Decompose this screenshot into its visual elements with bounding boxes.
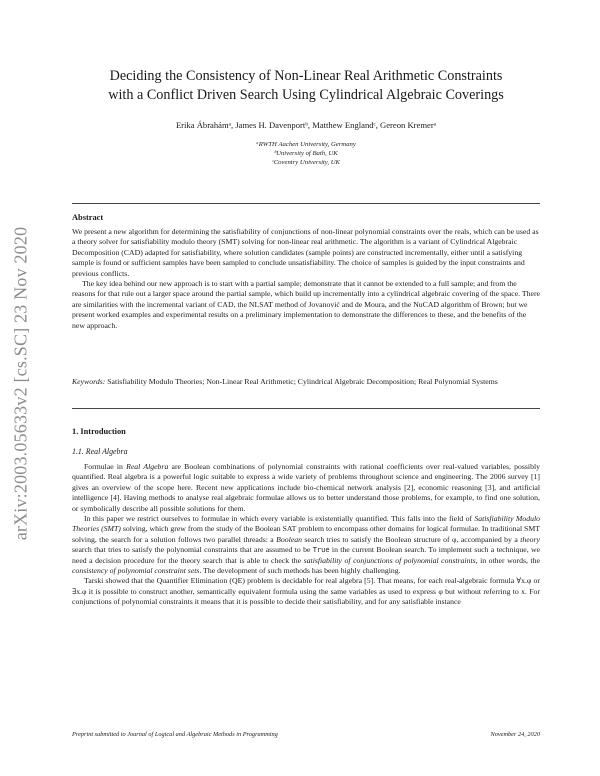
text-run: search tries to satisfy the Boolean structure of φ, accompanied by a xyxy=(302,534,521,544)
abstract-heading: Abstract xyxy=(72,213,104,222)
paper-title xyxy=(72,67,540,105)
emphasis: theory xyxy=(520,534,540,544)
footer-preprint-note: Preprint submitted to Journal of Logical and Algebraic Methods in Programming xyxy=(72,731,278,738)
text-run: Formulae in xyxy=(84,462,127,471)
emphasis: Boolean xyxy=(276,534,302,544)
arxiv-identifier xyxy=(6,168,36,598)
abstract-paragraph-1: We present a new algorithm for determining the satisfiability of conjunctions of non-linear polynomial constraints over the reals, which can be used as a theory solver for satisfiability modulo theory (SMT) solving for non-linear real arithmetic. The algorithm is a variant of Cylindrical Algebraic Decomposition (CAD) adapted for satisfiability, where solution candidates (sample points) are constructed incrementally, either until a satisfying sample is found or sufficient samples have been sampled to conclude unsatisfiability. The choice of samples is guided by the input constraints and previous conflicts. xyxy=(72,227,539,278)
emphasis: consistency of polynomial constraint sets xyxy=(72,566,200,576)
abstract-top-rule xyxy=(72,203,540,204)
section-heading-introduction: 1. Introduction xyxy=(72,427,126,436)
emphasis: Real Algebra xyxy=(126,462,169,471)
title-line-1: Deciding the Consistency of Non-Linear Real Arithmetic Constraints xyxy=(109,68,503,84)
text-run: in the current Boolean search. To implement such a technique, we need a decision procedure for the theory search that is able to check the xyxy=(72,545,540,565)
arxiv-id-text: arXiv:2003.05633v2 [cs.SC] 23 Nov 2020 xyxy=(10,226,31,540)
title-line-2: with a Conflict Driven Search Using Cylindrical Algebraic Coverings xyxy=(108,87,504,103)
text-run: . The development of such methods has been highly challenging. xyxy=(199,566,401,576)
affiliation-coventry: ᶜCoventry University, UK xyxy=(271,159,341,166)
keywords-text: Satisfiability Modulo Theories; Non-Linear Real Arithmetic; Cylindrical Algebraic Decomposition; Real Polynomial Systems xyxy=(107,377,498,386)
affiliation-rwth: ᵃRWTH Aachen University, Germany xyxy=(256,141,356,148)
keywords-label: Keywords: xyxy=(72,377,106,386)
abstract-bottom-rule xyxy=(72,408,540,409)
text-run: are Boolean combinations of polynomial constraints with rational coefficients over real-valued variables, possibly quantified. Real algebra is a powerful logic suitable to express a wide variety of problems throughout science and engineering. The 2006 survey [1] gives an overview of the scope here. Recent new applications include bio-chemical network analysis [2], economic reasoning [3], and artificial intelligence [4]. Having methods to analyse real algebraic formulae allows us to better understand those problems, for example, to find one solution, or symbolically describe all possible solutions for them. xyxy=(72,462,540,513)
body-paragraph-2 xyxy=(72,514,540,576)
author-list: Erika Ábrahámᵃ, James H. Davenportᵇ, Matthew Englandᶜ, Gereon Kremerᵃ xyxy=(175,120,437,130)
text-run: In this paper we restrict ourselves to formulae in which every variable is existentially quantified. This falls into the field of xyxy=(84,514,475,524)
affiliations xyxy=(72,140,540,167)
affiliation-bath: ᵇUniversity of Bath, UK xyxy=(274,150,338,157)
footer-date: November 24, 2020 xyxy=(490,731,540,738)
body-paragraph-1 xyxy=(72,462,540,514)
code-literal: True xyxy=(312,546,330,555)
introduction-body xyxy=(72,462,540,608)
subsection-heading-real-algebra: 1.1. Real Algebra xyxy=(72,447,128,456)
abstract-body xyxy=(72,227,540,331)
text-run: , in other words, the xyxy=(475,555,540,565)
abstract-paragraph-2: The key idea behind our new approach is to start with a partial sample; demonstrate that it cannot be extended to a full sample; and from the reasons for that rule out a larger space around the partial sample, which build up incrementally into a cylindrical algebraic covering of the space. There are similarities with the incremental variant of CAD, the NLSAT method of Jovanović and de Moura, and the NuCAD algorithm of Brown; but we present worked examples and experimental results on a preliminary implementation to demonstrate the differences to these, and the benefits of the new approach. xyxy=(72,279,540,330)
keywords xyxy=(72,377,540,387)
text-run: solving, which grew from the study of the Boolean SAT problem to encompass other domains for logical formulae. In traditional SMT solving, the search for a solution follows two parallel threads: a xyxy=(72,524,540,544)
emphasis: satisfiability of conjunctions of polynomial constraints xyxy=(303,555,476,565)
text-run: search that tries to satisfy the polynomial constraints that are assumed to be xyxy=(72,545,313,555)
body-paragraph-3: Tarski showed that the Quantifier Elimination (QE) problem is decidable for real algebra [5]. That means, for each real-algebraic formula ∀x.φ or ∃x.φ it is possible to construct another, semantically equivalent formula using the same variables as used to express φ but without referring to x. For conjunctions of polynomial constraints it means that it is possible to decide their satisfiability, and for any satisfiable instance xyxy=(72,576,540,607)
emphasis: Satisfiability Modulo Theories (SMT) xyxy=(72,514,540,534)
